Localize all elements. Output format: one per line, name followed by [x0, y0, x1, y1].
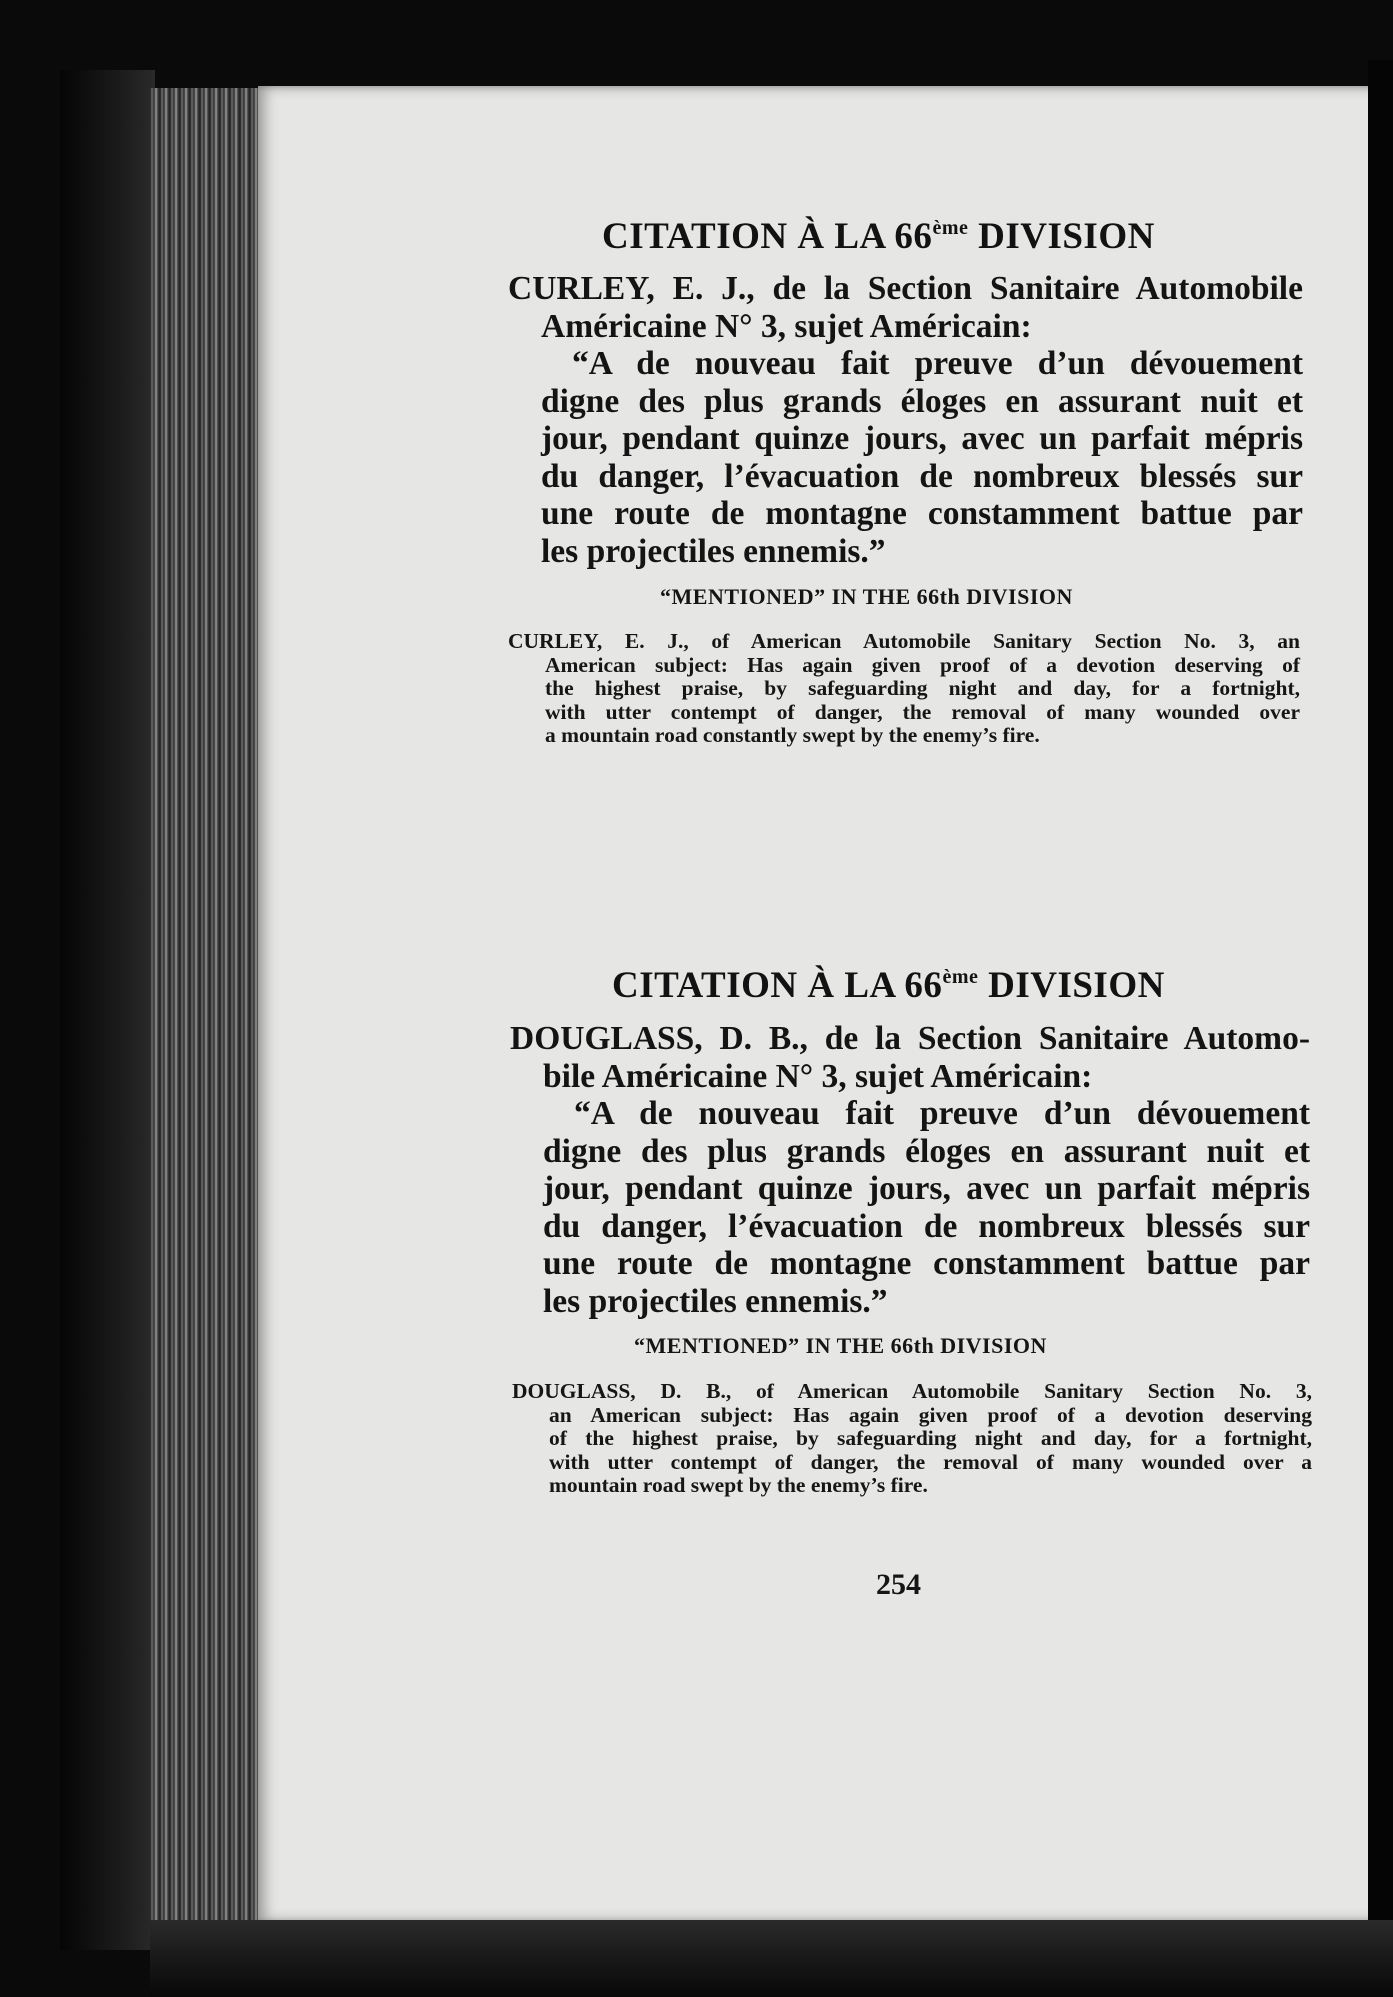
english-line: CURLEY, E. J., of American Automobile Sanitary Section No. 3, an	[508, 629, 1300, 653]
english-heading-1: “MENTIONED” IN THE 66th DIVISION	[660, 584, 1073, 609]
french-line: une route de montagne constamment battue par	[541, 495, 1303, 532]
heading-text-suffix: DIVISION	[968, 216, 1155, 257]
english-line: with utter contempt of danger, the removal of many wounded over a	[549, 1449, 1312, 1474]
french-line: DOUGLASS, D. B., de la Section Sanitaire Automo-	[510, 1020, 1310, 1057]
english-line: DOUGLASS, D. B., of American Automobile Sanitary Section No. 3,	[512, 1379, 1312, 1403]
english-line: with utter contempt of danger, the removal of many wounded over	[545, 699, 1300, 724]
french-line: du danger, l’évacuation de nombreux blessés sur	[541, 457, 1303, 495]
citation-heading-1	[602, 215, 1155, 258]
french-line: les projectiles ennemis.”	[541, 532, 886, 570]
french-line: digne des plus grands éloges en assurant nuit et	[541, 382, 1303, 420]
english-heading-2: “MENTIONED” IN THE 66th DIVISION	[634, 1333, 1047, 1358]
heading-superscript: ème	[932, 217, 969, 239]
french-line: du danger, l’évacuation de nombreux blessés sur	[543, 1207, 1310, 1245]
book-spine-shadow	[60, 70, 155, 1950]
french-line: Américaine N° 3, sujet Américain:	[541, 307, 1032, 345]
english-line: of the highest praise, by safeguarding night and day, for a fortnight,	[549, 1426, 1312, 1451]
right-border	[1368, 60, 1393, 1960]
french-line: jour, pendant quinze jours, avec un parfait mépris	[541, 420, 1303, 457]
french-line: “A de nouveau fait preuve d’un dévouement	[572, 345, 1303, 382]
french-citation-1	[508, 270, 1303, 570]
english-line: mountain road swept by the enemy’s fire.	[549, 1473, 928, 1498]
page-edges	[150, 88, 260, 1928]
french-line: bile Américaine N° 3, sujet Américain:	[543, 1057, 1093, 1095]
english-line: a mountain road constantly swept by the enemy’s fire.	[545, 723, 1040, 748]
french-line: “A de nouveau fait preuve d’un dévouement	[574, 1095, 1310, 1132]
heading-text: CITATION À LA 66	[612, 965, 943, 1006]
heading-text-suffix: DIVISION	[978, 965, 1165, 1006]
french-line: jour, pendant quinze jours, avec un parfait mépris	[543, 1170, 1310, 1207]
french-citation-2	[510, 1020, 1310, 1320]
french-line: une route de montagne constamment battue par	[543, 1245, 1310, 1282]
heading-text: CITATION À LA 66	[602, 216, 933, 257]
french-line: CURLEY, E. J., de la Section Sanitaire Automobile	[508, 270, 1303, 307]
english-line: the highest praise, by safeguarding night and day, for a fortnight,	[545, 676, 1300, 701]
english-line: an American subject: Has again given proof of a devotion deserving	[549, 1402, 1312, 1427]
heading-superscript: ème	[942, 966, 979, 988]
english-line: American subject: Has again given proof of a devotion deserving of	[545, 652, 1300, 677]
english-citation-1	[508, 630, 1300, 748]
citation-heading-2	[612, 964, 1165, 1007]
french-line: les projectiles ennemis.”	[543, 1282, 888, 1320]
french-line: digne des plus grands éloges en assurant nuit et	[543, 1132, 1310, 1170]
page-number: 254	[876, 1568, 921, 1601]
bottom-border	[150, 1920, 1393, 1997]
english-citation-2	[512, 1380, 1312, 1498]
